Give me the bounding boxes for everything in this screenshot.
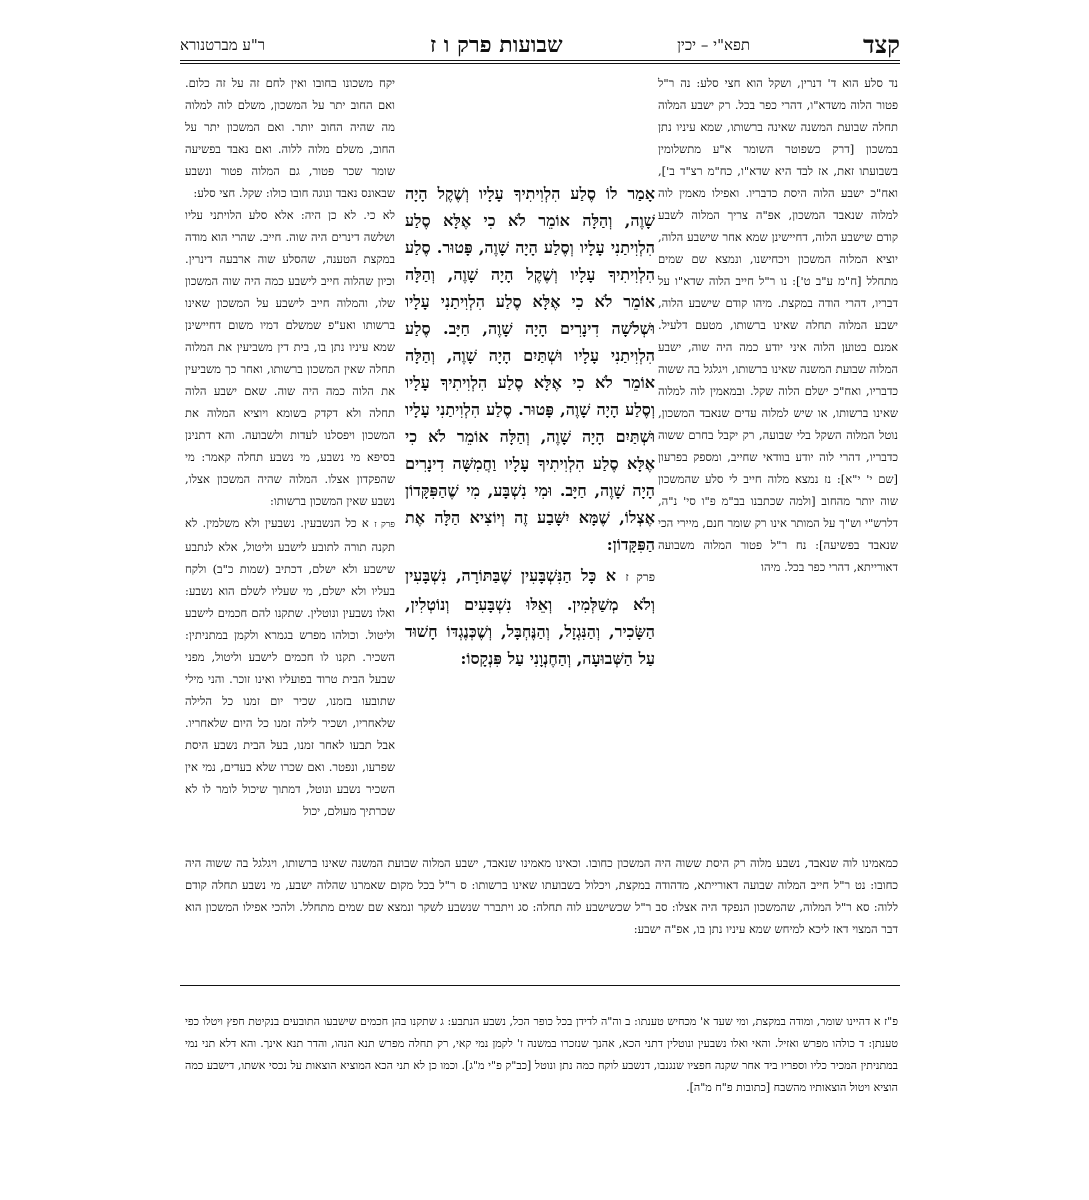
mishnah-section-1: אָמַר לוֹ סֶלַע הִלְוִיתִיךָ עָלָיו וְשֶׁקֶל הָיָה שָׁוֶה, וְהַלָּה אוֹמֵר לֹא כִי אֶלָּא סֶלַע הִלְוִיתַנִי עָלָיו וְסֶלַע הָיָה שָׁוֶה, פָּטוּר. סֶלַע הִלְוִיתִיךָ עָלָיו וְשֶׁקֶל הָיָה שָׁוֶה, וְהַלָּה אוֹמֵר לֹא כִי אֶלָּא סֶלַע הִלְוִיתַנִי עָלָיו וּשְׁלֹשָׁה דִינָרִים הָיָה שָׁוֶה, חַיָּב. סֶלַע הִלְוִיתַנִי עָלָיו וּשְׁתַּיִם הָיָה שָׁוֶה, וְהַלָּה אוֹמֵר לֹא כִי אֶלָּא סֶלַע הִלְוִיתִיךָ עָלָיו וְסֶלַע הָיָה שָׁוֶה, פָּטוּר. סֶלַע הִלְוִיתַנִי עָלָיו וּשְׁתַּיִם הָיָה שָׁוֶה, וְהַלָּה אוֹמֵר לֹא כִי אֶלָּא סֶלַע הִלְוִיתִיךָ עָלָיו וַחֲמִשָּׁה דִינָרִים הָיָה שָׁוֶה, חַיָּב. וּמִי נִשְׁבָּע, מִי שֶׁהַפִּקָּדוֹן אֶצְלוֹ, שֶׁמָּא יִשָּׁבַע זֶה וְיוֹצִיא הַלָּה אֶת הַפִּקָּדוֹן: — [405, 184, 655, 554]
mishnah-section-2: א כָּל הַנִּשְׁבָּעִין שֶׁבַּתּוֹרָה, נִשְׁבָּעִין וְלֹא מְשַׁלְּמִין. וְאֵלּוּ נִשְׁבָּעִים וְנוֹטְלִין, הַשָּׂכִיר, וְהַנִּגְזָל, וְהַנֶּחְבָּל, וְשֶׁכְּנֶגְדּוֹ חָשׁוּד עַל הַשְּׁבוּעָה, וְהַחֶנְוָנִי עַל פִּנְקָסוֹ: — [405, 566, 655, 668]
footnotes — [185, 1000, 898, 1110]
tractate-title: שבועות פרק ו ז — [430, 32, 563, 58]
header-reference: תפא"י – יכין — [677, 36, 750, 54]
bottom-commentary — [185, 840, 898, 951]
left-commentary-p1: יקח משכונו בחובו ואין לחם זה על זה כלום. ואם החוב יתר על המשכון, משלם לוה למלוה מה שהיה החוב יותר. ואם המשכון יתר על החוב, משלם מלוה ללוה. ואם נאבד בפשיעה שומר שכר פטור, גם המלוה פטור ונשבע שבאונס נאבד ונוגה חובו כולו: שקל. חצי סלע: — [185, 76, 395, 200]
left-commentary-p2: לא כי. לא כן היה: אלא סלע הלויתני עליו ושלשה דינרים היה שוה. חייב. שהרי הוא מודה במקצת הטענה, שהסלע שוה ארבעה דינרין. וכיון שהלוה חייב לישבע כמה היה שוה המשכון שלו, והמלוה חייב לישבע על המשכון שאינו ברשותו ואע"פ שמשלם דמיו משום דחיישינן שמא עיניו נתן בו, בית דין משביעין את המלוה תחלה שאין המשכון ברשותו, ואחר כך משביעין את הלוה כמה היה שוה. שאם ישבע הלוה תחלה ולא דקדק בשומא ויוציא המלוה את המשכון ויפסלנו לעדות ולשבועה. והא דתנינן בסיפא מי נשבע, מי נשבע תחלה קאמר: מי שהפקדון אצלו. המלוה שהיה המשכון אצלו, נשבע שאין המשכון ברשותו: — [185, 208, 395, 508]
main-text-column — [405, 180, 655, 672]
left-chapter-label: פרק ז — [374, 520, 396, 530]
footnotes-text: פ"ז א דהיינו שומר, ומודה במקצת, ומי שעד א' מכחיש טענתו: ב וה"ה לדידן בכל כופר הכל, נשבע הנתבע: ג שתקנו בהן חכמים שישבעו התובעים בנקיטת חפץ ויטלו כפי טענתן: ד כולהו מפרש ואזיל. והאי ואלו נשבעין ונוטלין דתני הכא, אהנך שנזכרו במשנה ז' לקמן נמי קאי, רק תחלה מפרש תנא הנהו, והדר תנא אינך. והא דלא תני נמי במתניתין המכיר כליו וספריו ביד אחר שקנה חפציו שנגנבו, דנשבע לוקח כמה נתן ונוטל [כב"ק פ"י מ"ג]. וכמו כן לא תני הכא המוציא הוצאות על נכסי אשתו, דישבע כמה הוציא ויטול הוצאותיו מהשבח [כתובות פ"ח מ"ה]. — [185, 1015, 898, 1094]
page-number: קצד — [863, 30, 900, 59]
bottom-commentary-text: כמאמינו לוה שנאבד, נשבע מלוה רק היסת ששוה היה המשכון כחובו. וכאינו מאמינו שנאבד, ישבע המלוה שבועת המשנה שאינו ברשותו, ויגלגל בה ששוה היה כחובו: נט ר"ל חייב המלוה שבועה דאורייתא, מדהודה במקצת, ויכלול בשבועתו שאינו ברשותו: ס ר"ל בכל מקום שאמרנו שהלוה ישבע, מי נשבע תחלה קודם ללוה: סא ר"ל המלוה, שהמשכון הנפקד היה אצלו: סב ר"ל שכשישבע לוה תחלה: סג ויתברר שנשבע לשקר ונמצא שם שמים מתחלל. ולהכי אפילו המשכון הוא דבר המצוי דאז ליכא למיחש שמא עיניו נתן בו, אפ"ה ישבע: — [185, 855, 898, 936]
chapter-label: פרק ז — [625, 570, 655, 584]
commentary-name: ר"ע מברטנורא — [180, 36, 266, 54]
left-commentary-p3: א כל הנשבעין. נשבעין ולא משלמין. לא תקנה תורה לתובע לישבע וליטול, אלא לנתבע שישבע ולא ישלם, דכתיב (שמות כ"ב) ולקח בעליו ולא ישלם, מי שעליו לשלם הוא נשבע: ואלו נשבעין ונוטלין. שתקנו להם חכמים לישבע וליטול. וכולהו מפרש בגמרא ולקמן במתניתין: השכיר. תקנו לו חכמים לישבע וליטול, מפני שבעל הבית טרוד בפועליו ואינו זוכר. והני מילי שתובעו בזמנו, שכיר יום זמנו כל הלילה שלאחריו, ושכיר לילה זמנו כל היום שלאחריו. אבל תבעו לאחר זמנו, בעל הבית נשבע היסת שפרעו, ונפטר. ואם שכרו שלא בעדים, נמי אין השכיר נשבע ונוטל, דמתוך שיכול לומר לו לא שכרתיך מעולם, יכול — [185, 516, 395, 818]
footnote-rule — [180, 985, 900, 986]
right-commentary-column — [658, 72, 898, 578]
header-rule-bottom — [180, 63, 900, 64]
header-rule-top — [180, 60, 900, 61]
page-header — [180, 30, 900, 60]
left-commentary-column — [185, 72, 395, 822]
right-commentary-text: נד סלע הוא ד' דנרין, ושקל הוא חצי סלע: נה ר"ל פטור הלוה משדא"ו, דהרי כפר בכל. רק ישבע המלוה תחלה שבועת המשנה שאינה ברשותו, שמא עיניו נתן במשכון [דרק כשפוטר השומר א"ע מתשלומין בשבועתו זאת, אז לבד היא שדא"ו, כח"מ רצ"ד ב'], ואח"כ ישבע הלוה היסת כדבריו. ואפילו מאמין לוה למלוה שנאבד המשכון, אפ"ה צריך המלוה לשבע קודם שישבע הלוה, דחיישינן שמא אחר שישבע הלוה, יוציא המלוה המשכון ויכחישנו, ונמצא שם שמים מתחלל [ח"מ ע"ב ט']: נו ר"ל חייב הלוה שדא"ו על דבריו, דהרי הודה במקצת. מיהו קודם שישבע הלוה, ישבע המלוה תחלה שאינו ברשותו, מטעם דלעיל. אמנם בטוען הלוה איני יודע כמה היה שוה, ישבע המלוה שבועת המשנה שאינו ברשותו, ויגלגל בה ששוה כדבריו, ואח"כ ישלם הלוה שקל. ובמאמין לוה למלוה שאינו ברשותו, או שיש למלוה עדים שנאבד המשכון, נוטל המלוה השקל בלי שבועה, רק יקבל בחרם ששוה כדבריו, דהרי לוה יודע בוודאי שחייב, ומספק בפרעון [שם י' י"א]: נז נמצא מלוה חייב לי סלע שהמשכון שוה יותר מהחוב [ולמה שכתבנו בב"מ פ"ו סי' נ"ה, דלרש"י וש"ך על המותר אינו רק שומר חנם, מיירי הכי שנאבד בפשיעה]: נח ר"ל פטור המלוה משבועה דאורייתא, דהרי כפר בכל. מיהו — [658, 76, 898, 574]
